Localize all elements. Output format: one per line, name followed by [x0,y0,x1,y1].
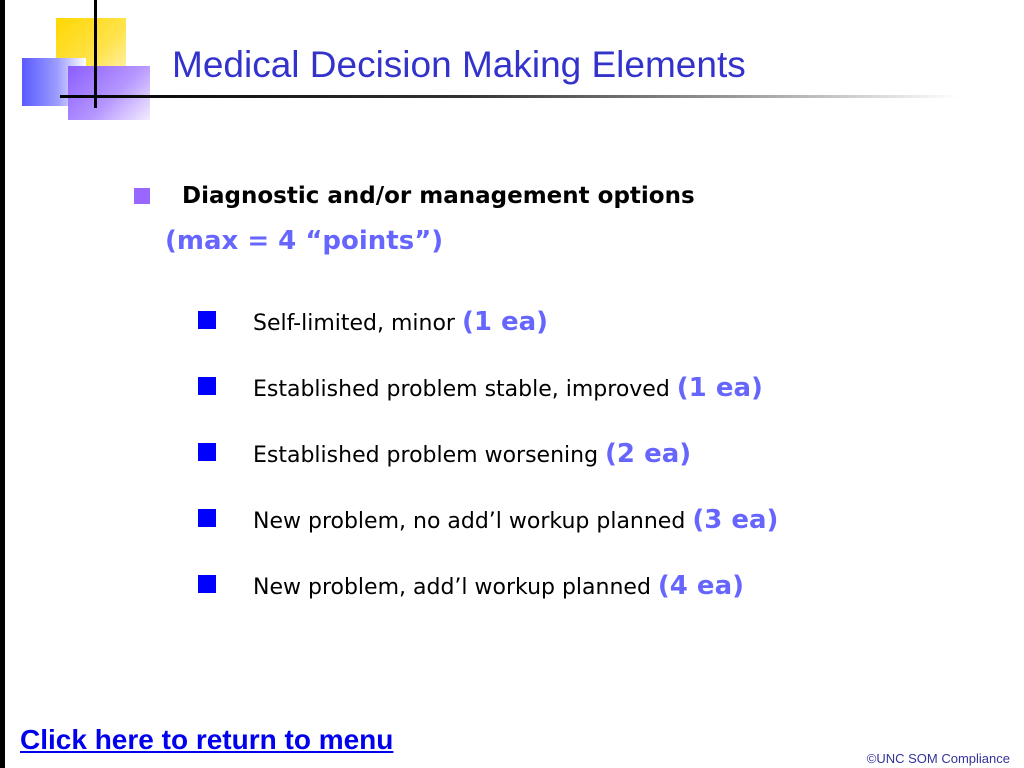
item-text [253,307,548,337]
square-bullet-icon [198,311,216,329]
item-label: Established problem worsening [253,443,606,468]
copyright-icon: © [866,751,877,766]
main-heading: Diagnostic and/or management options [182,183,695,209]
main-bullet-icon [134,188,150,204]
logo-vertical-line [94,0,97,108]
square-bullet-icon [198,443,216,461]
item-points: (1 ea) [676,373,763,403]
footer-copyright [867,751,1010,766]
item-text [253,439,691,469]
slide-title: Medical Decision Making Elements [172,44,746,85]
item-points: (3 ea) [692,505,779,535]
logo-square-purple [68,66,150,120]
item-label: New problem, add’l workup planned [253,575,658,600]
item-label: Established problem stable, improved [253,377,677,402]
left-border [0,0,5,768]
main-subheading: (max = 4 “points”) [165,226,444,256]
item-points: (4 ea) [657,571,744,601]
item-points: (1 ea) [461,307,549,337]
item-text [253,571,744,601]
square-bullet-icon [198,377,216,395]
title-underline [60,95,960,98]
item-text [253,373,763,403]
item-label: New problem, no add’l workup planned [253,509,693,534]
square-bullet-icon [198,575,216,593]
item-label: Self-limited, minor [253,311,462,336]
item-points: (2 ea) [605,439,692,469]
square-bullet-icon [198,509,216,527]
item-text [253,505,778,535]
footer-text: UNC SOM Compliance [876,751,1010,766]
return-to-menu-link[interactable]: Click here to return to menu [20,724,394,755]
